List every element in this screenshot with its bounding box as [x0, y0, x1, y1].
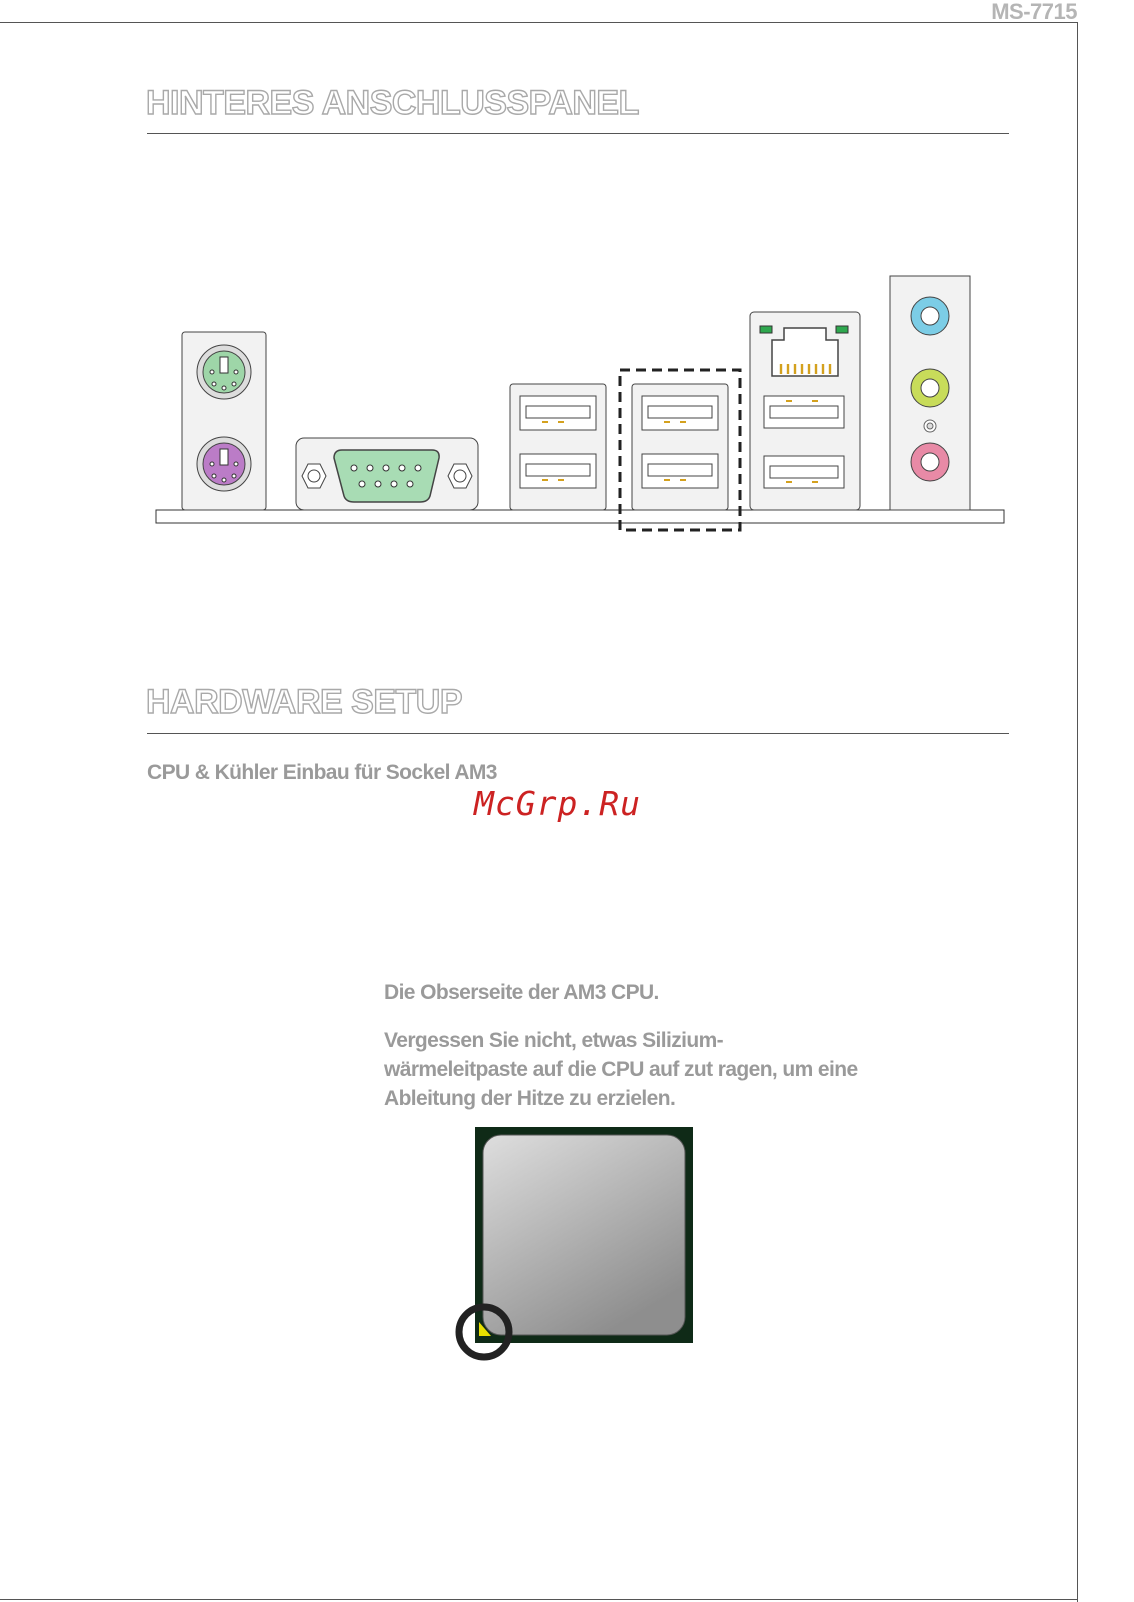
page-frame-bottom [0, 1599, 1078, 1600]
serial-port [296, 438, 478, 510]
usb-ports-1 [510, 384, 606, 510]
usb-ports-2 [632, 384, 728, 510]
panel-base-board [156, 510, 1004, 523]
ps2-ports [182, 332, 266, 510]
watermark: McGrp.Ru [474, 784, 641, 823]
rear-panel-illustration [150, 270, 1010, 535]
audio-jacks [890, 276, 970, 510]
lan-led-left [760, 326, 772, 333]
model-label: MS-7715 [991, 0, 1077, 24]
section-divider [147, 733, 1009, 734]
section-title-hardware-setup: HARDWARE SETUP [146, 683, 463, 721]
cpu-caption-note: Vergessen Sie nicht, etwas Silizium-wärmeleitpaste auf die CPU auf zut ragen, um eine Ableitung der Hitze zu erzielen. [384, 1029, 858, 1110]
ps2-mouse-port [197, 437, 251, 491]
section-divider [147, 133, 1009, 134]
page-frame-right [1077, 22, 1078, 1602]
cpu-illustration [450, 1122, 700, 1362]
subheading-cpu-install: CPU & Kühler Einbau für Sockel AM3 [147, 761, 497, 784]
lan-led-right [836, 326, 848, 333]
cpu-heat-spreader [483, 1135, 685, 1335]
lan-usb-ports [750, 312, 860, 510]
section-title-rear-panel: HINTERES ANSCHLUSSPANEL [146, 84, 639, 122]
cpu-caption-title: Die Obserseite der AM3 CPU. [384, 981, 659, 1004]
page-frame-top [0, 22, 1078, 23]
ps2-keyboard-port [197, 345, 251, 399]
